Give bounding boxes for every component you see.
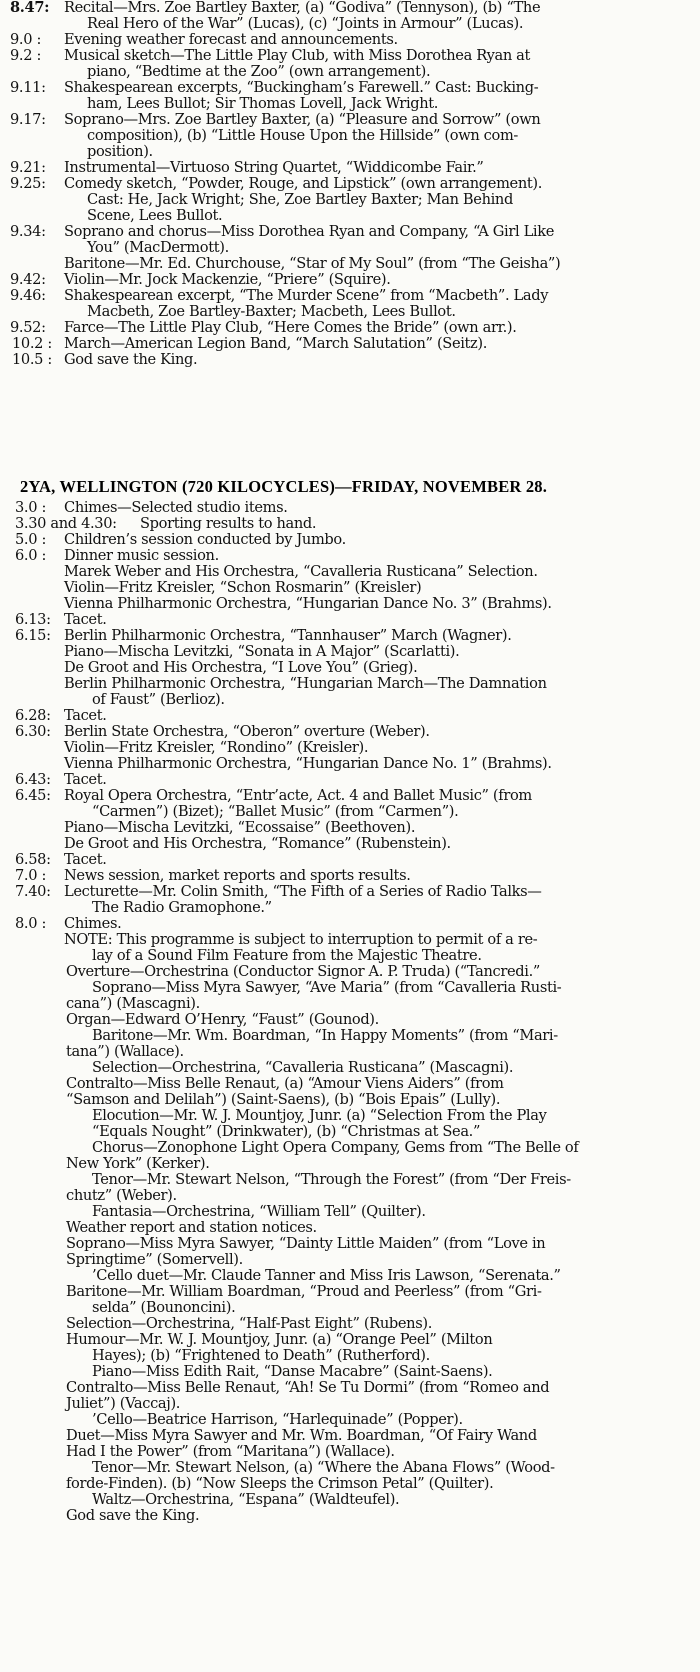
programme-line: Springtime” (Somervell). [66,1251,243,1268]
programme-line: Vienna Philharmonic Orchestra, “Hungarian Dance No. 3” (Brahms). [64,595,552,612]
programme-line: Marek Weber and His Orchestra, “Cavalleria Rusticana” Selection. [64,563,538,580]
programme-line: Tenor—Mr. Stewart Nelson, (a) “Where the Abana Flows” (Wood- [92,1459,555,1476]
programme-line: News session, market reports and sports results. [64,867,411,884]
programme-time: 9.25: [10,175,46,192]
programme-line: De Groot and His Orchestra, “I Love You” (Grieg). [64,659,418,676]
programme-line: The Radio Gramophone.” [92,899,272,916]
programme-line: Violin—Mr. Jock Mackenzie, “Priere” (Squire). [64,271,391,288]
programme-time: 3.0 : [15,499,47,516]
programme-line: Overture—Orchestrina (Conductor Signor A. P. Truda) (“Tancredi.” [66,963,541,980]
programme-line: Berlin Philharmonic Orchestra, “Hungarian March—The Damnation [64,675,547,692]
programme-line: Waltz—Orchestrina, “Espana” (Waldteufel). [92,1491,400,1508]
programme-line: Selection—Orchestrina, “Half-Past Eight” (Rubens). [66,1315,432,1332]
programme-time: 10.5 : [12,351,52,368]
programme-time: 7.0 : [15,867,47,884]
programme-line: NOTE: This programme is subject to interruption to permit of a re- [64,931,538,948]
programme-line: Contralto—Miss Belle Renaut, (a) “Amour Viens Aiders” (from [66,1075,504,1092]
programme-time: 8.0 : [15,915,47,932]
programme-line: Elocution—Mr. W. J. Mountjoy, Junr. (a) “Selection From the Play [92,1107,547,1124]
programme-line: forde-Finden). (b) “Now Sleeps the Crimson Petal” (Quilter). [66,1475,494,1492]
programme-line: Baritone—Mr. William Boardman, “Proud and Peerless” (from “Gri- [66,1283,542,1300]
programme-line: “Equals Nought” (Drinkwater), (b) “Christmas at Sea.” [92,1123,481,1140]
programme-line: Chimes—Selected studio items. [64,499,288,516]
programme-time: 9.52: [10,319,46,336]
programme-line: Contralto—Miss Belle Renaut, “Ah! Se Tu Dormi” (from “Romeo and [66,1379,550,1396]
programme-line: Cast: He, Jack Wright; She, Zoe Bartley Baxter; Man Behind [87,191,513,208]
programme-time: 6.13: [15,611,51,628]
programme-line: ’Cello duet—Mr. Claude Tanner and Miss Iris Lawson, “Serenata.” [92,1267,561,1284]
programme-line: Evening weather forecast and announcements. [64,31,398,48]
programme-line: piano, “Bedtime at the Zoo” (own arrangement). [87,63,431,80]
programme-time: 9.17: [10,111,46,128]
programme-line: Tacet. [64,851,107,868]
programme-time: 9.34: [10,223,46,240]
programme-line: Hayes); (b) “Frightened to Death” (Rutherford). [92,1347,430,1364]
programme-time: 3.30 and 4.30: [15,515,117,532]
programme-line: Piano—Miss Edith Rait, “Danse Macabre” (Saint-Saens). [92,1363,493,1380]
programme-line: Farce—The Little Play Club, “Here Comes the Bride” (own arr.). [64,319,517,336]
programme-line: March—American Legion Band, “March Salutation” (Seitz). [64,335,488,352]
programme-line: Tacet. [64,707,107,724]
programme-line: New York” (Kerker). [66,1155,210,1172]
programme-line: Sporting results to hand. [140,515,317,532]
programme-time: 9.46: [10,287,46,304]
programme-line: Juliet”) (Vaccaj). [66,1395,181,1412]
programme-line: ham, Lees Bullot; Sir Thomas Lovell, Jack Wright. [87,95,439,112]
programme-line: Violin—Fritz Kreisler, “Schon Rosmarin” (Kreisler) [64,579,422,596]
programme-line: Real Hero of the War” (Lucas), (c) “Joints in Armour” (Lucas). [87,15,524,32]
programme-time: 6.43: [15,771,51,788]
programme-line: Weather report and station notices. [66,1219,317,1236]
programme-line: Soprano—Miss Myra Sawyer, “Dainty Little Maiden” (from “Love in [66,1235,546,1252]
programme-line: “Carmen”) (Bizet); “Ballet Music” (from “Carmen”). [92,803,459,820]
programme-line: Selection—Orchestrina, “Cavalleria Rusticana” (Mascagni). [92,1059,514,1076]
programme-line: tana”) (Wallace). [66,1043,184,1060]
programme-line: Instrumental—Virtuoso String Quartet, “Widdicombe Fair.” [64,159,484,176]
programme-line: Soprano—Mrs. Zoe Bartley Baxter, (a) “Pleasure and Sorrow” (own [64,111,541,128]
programme-line: position). [87,143,153,160]
programme-line: Shakespearean excerpt, “The Murder Scene” from “Macbeth”. Lady [64,287,549,304]
programme-line: Soprano—Miss Myra Sawyer, “Ave Maria” (from “Cavalleria Rusti- [92,979,562,996]
programme-time: 6.45: [15,787,51,804]
programme-line: God save the King. [64,351,198,368]
programme-line: Baritone—Mr. Ed. Churchouse, “Star of My Soul” (from “The Geisha”) [64,255,561,272]
programme-time: 9.42: [10,271,46,288]
programme-line: You” (MacDermott). [87,239,229,256]
programme-line: Tenor—Mr. Stewart Nelson, “Through the Forest” (from “Der Freis- [92,1171,571,1188]
programme-line: of Faust” (Berlioz). [92,691,225,708]
programme-time: 6.0 : [15,547,47,564]
programme-time: 6.15: [15,627,51,644]
programme-time: 5.0 : [15,531,47,548]
programme-time: 9.21: [10,159,46,176]
programme-line: Berlin Philharmonic Orchestra, “Tannhauser” March (Wagner). [64,627,512,644]
programme-line: Tacet. [64,611,107,628]
programme-line: Royal Opera Orchestra, “Entr’acte, Act. 4 and Ballet Music” (from [64,787,532,804]
programme-line: Chorus—Zonophone Light Opera Company, Gems from “The Belle of [92,1139,579,1156]
programme-time: 9.11: [10,79,46,96]
programme-line: Lecturette—Mr. Colin Smith, “The Fifth of a Series of Radio Talks— [64,883,542,900]
programme-line: Soprano and chorus—Miss Dorothea Ryan and Company, “A Girl Like [64,223,555,240]
programme-line: Baritone—Mr. Wm. Boardman, “In Happy Moments” (from “Mari- [92,1027,558,1044]
programme-line: Organ—Edward O’Henry, “Faust” (Gounod). [66,1011,379,1028]
programme-line: composition), (b) “Little House Upon the Hillside” (own com- [87,127,519,144]
programme-line: Vienna Philharmonic Orchestra, “Hungarian Dance No. 1” (Brahms). [64,755,552,772]
programme-line: Macbeth, Zoe Bartley-Baxter; Macbeth, Lees Bullot. [87,303,456,320]
programme-time: 9.0 : [10,31,42,48]
programme-line: Tacet. [64,771,107,788]
programme-line: Comedy sketch, “Powder, Rouge, and Lipstick” (own arrangement). [64,175,543,192]
programme-line: Humour—Mr. W. J. Mountjoy, Junr. (a) “Orange Peel” (Milton [66,1331,493,1348]
programme-line: De Groot and His Orchestra, “Romance” (Rubenstein). [64,835,451,852]
programme-line: Chimes. [64,915,122,932]
programme-line: Children’s session conducted by Jumbo. [64,531,346,548]
programme-line: chutz” (Weber). [66,1187,177,1204]
programme-line: selda” (Bounoncini). [92,1299,236,1316]
station-heading: 2YA, WELLINGTON (720 KILOCYCLES)—FRIDAY, NOVEMBER 28. [20,477,548,496]
programme-line: Scene, Lees Bullot. [87,207,223,224]
programme-line: Musical sketch—The Little Play Club, with Miss Dorothea Ryan at [64,47,531,64]
programme-time: 8.47: [10,0,50,16]
programme-line: Had I the Power” (from “Maritana”) (Wallace). [66,1443,395,1460]
programme-line: Piano—Mischa Levitzki, “Sonata in A Major” (Scarlatti). [64,643,460,660]
programme-line: Shakespearean excerpts, “Buckingham’s Farewell.” Cast: Bucking- [64,79,539,96]
programme-time: 10.2 : [12,335,52,352]
programme-line: God save the King. [66,1507,200,1524]
programme-line: Piano—Mischa Levitzki, “Ecossaise” (Beethoven). [64,819,416,836]
programme-line: ’Cello—Beatrice Harrison, “Harlequinade” (Popper). [92,1411,463,1428]
programme-line: cana”) (Mascagni). [66,995,200,1012]
programme-line: “Samson and Delilah”) (Saint-Saens), (b) “Bois Epais” (Lully). [66,1091,501,1108]
programme-time: 6.58: [15,851,51,868]
programme-line: Berlin State Orchestra, “Oberon” overture (Weber). [64,723,430,740]
programme-time: 6.30: [15,723,51,740]
programme-time: 9.2 : [10,47,42,64]
programme-line: Violin—Fritz Kreisler, “Rondino” (Kreisler). [64,739,369,756]
programme-line: lay of a Sound Film Feature from the Majestic Theatre. [92,947,482,964]
programme-time: 6.28: [15,707,51,724]
programme-line: Fantasia—Orchestrina, “William Tell” (Quilter). [92,1203,426,1220]
programme-line: Dinner music session. [64,547,219,564]
programme-line: Duet—Miss Myra Sawyer and Mr. Wm. Boardman, “Of Fairy Wand [66,1427,537,1444]
programme-line: Recital—Mrs. Zoe Bartley Baxter, (a) “Godiva” (Tennyson), (b) “The [64,0,541,16]
programme-time: 7.40: [15,883,51,900]
